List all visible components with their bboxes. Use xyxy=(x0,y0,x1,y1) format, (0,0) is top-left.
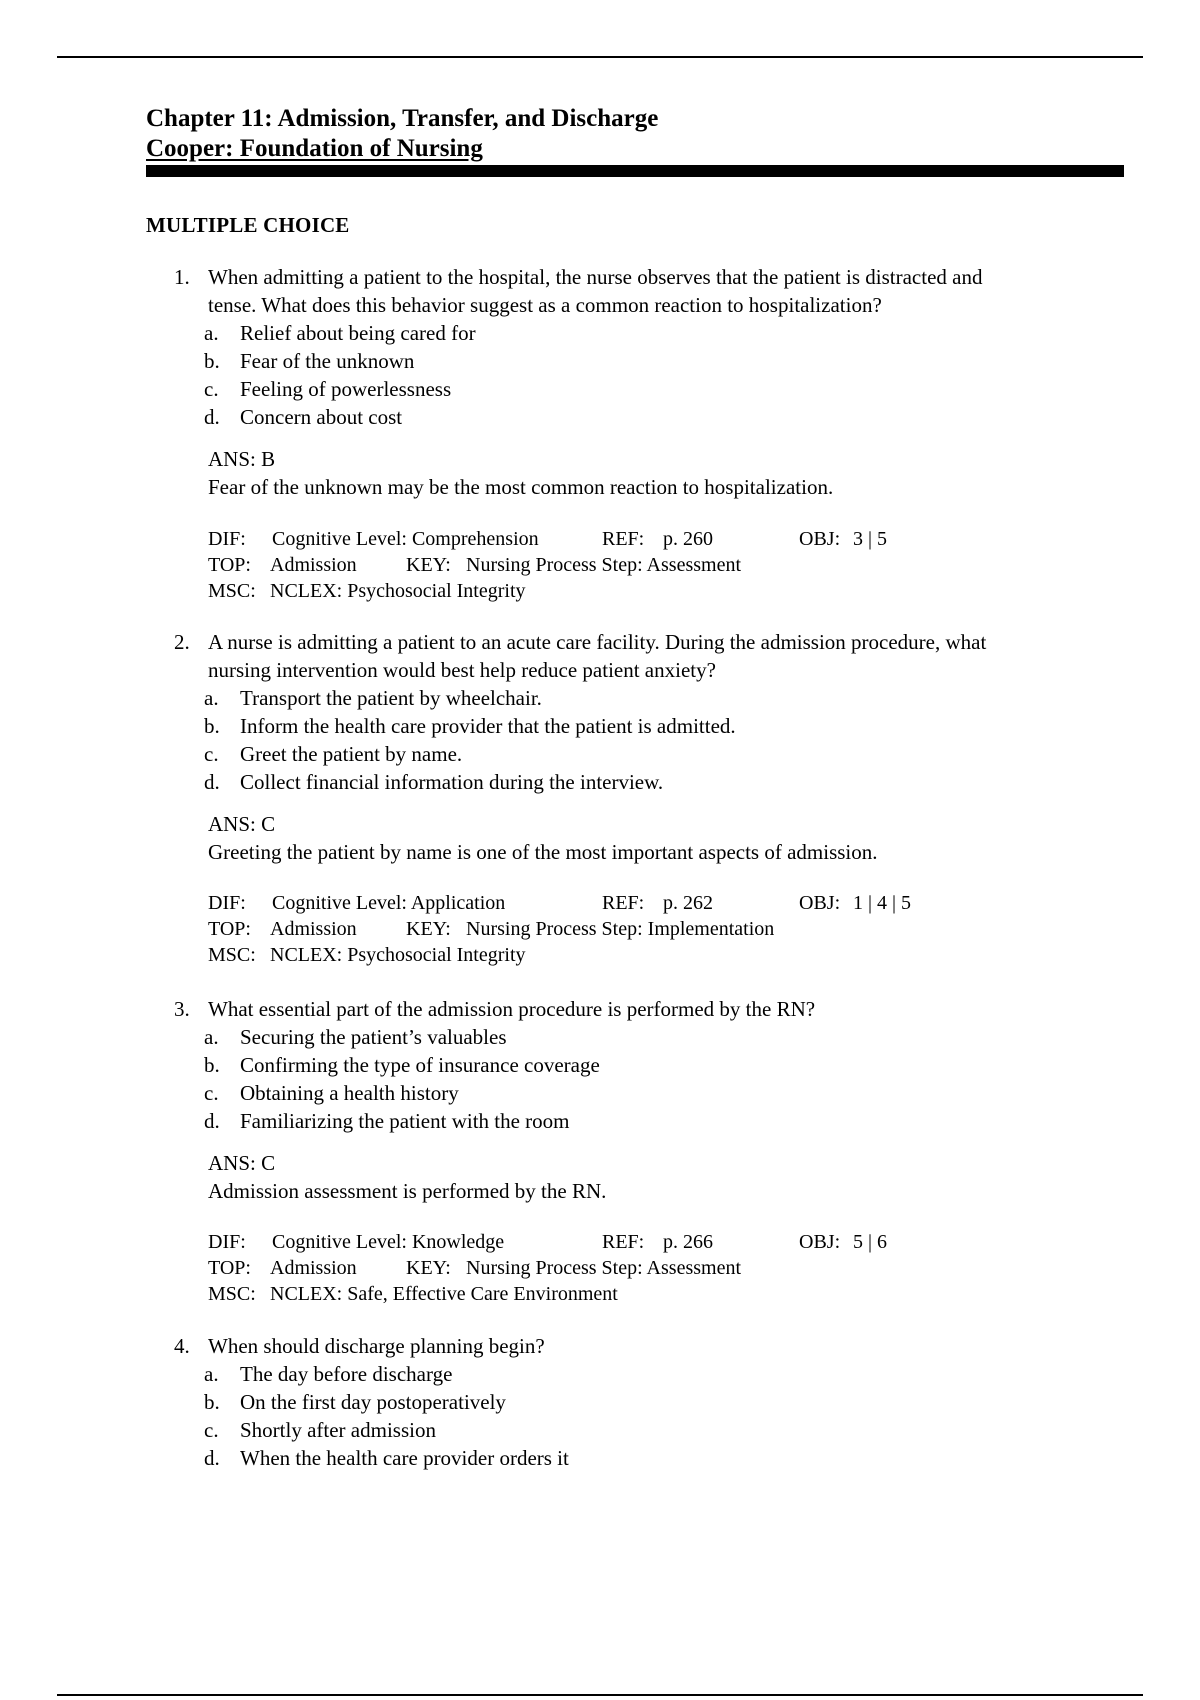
option-text: On the first day postoperatively xyxy=(240,1390,506,1414)
option-text: Obtaining a health history xyxy=(240,1081,459,1105)
obj-label: OBJ: xyxy=(799,1231,841,1253)
header-divider xyxy=(146,165,1124,177)
book-title: Cooper: Foundation of Nursing xyxy=(146,135,483,162)
obj-value: 3 | 5 xyxy=(853,528,888,550)
ref-label: REF: xyxy=(602,528,645,550)
question-stem-line-1: When admitting a patient to the hospital, the nurse observes that the patient is distracted and xyxy=(208,265,983,289)
answer: ANS: C xyxy=(208,812,276,836)
rationale: Fear of the unknown may be the most common reaction to hospitalization. xyxy=(208,475,834,499)
ref-label: REF: xyxy=(602,892,645,914)
rationale: Greeting the patient by name is one of the most important aspects of admission. xyxy=(208,840,878,864)
obj-label: OBJ: xyxy=(799,892,841,914)
chapter-header xyxy=(146,104,1124,164)
ref-label: REF: xyxy=(602,1231,645,1253)
answer: ANS: B xyxy=(208,447,276,471)
option-text: Feeling of powerlessness xyxy=(240,377,452,401)
question-number: 3. xyxy=(174,997,190,1021)
option-letter: c. xyxy=(204,377,219,401)
option-text: Securing the patient’s valuables xyxy=(240,1025,507,1049)
option-text: Greet the patient by name. xyxy=(240,742,463,766)
top-label: TOP: xyxy=(208,918,251,940)
top-value: Admission xyxy=(270,554,357,576)
section-title: MULTIPLE CHOICE xyxy=(146,213,350,237)
question-stem-line-1: What essential part of the admission procedure is performed by the RN? xyxy=(208,997,816,1021)
dif-value: Cognitive Level: Application xyxy=(272,892,506,914)
msc-value: NCLEX: Psychosocial Integrity xyxy=(270,580,526,602)
question-stem-line-2: tense. What does this behavior suggest as a common reaction to hospitalization? xyxy=(208,293,882,317)
option-letter: a. xyxy=(204,321,219,345)
msc-value: NCLEX: Safe, Effective Care Environment xyxy=(270,1283,618,1305)
key-label: KEY: xyxy=(406,554,451,576)
bottom-rule xyxy=(57,1694,1143,1696)
option-text: Confirming the type of insurance coverage xyxy=(240,1053,600,1077)
rationale: Admission assessment is performed by the RN. xyxy=(208,1179,607,1203)
top-value: Admission xyxy=(270,1257,357,1279)
option-text: Concern about cost xyxy=(240,405,403,429)
key-label: KEY: xyxy=(406,918,451,940)
option-letter: c. xyxy=(204,742,219,766)
option-text: Inform the health care provider that the patient is admitted. xyxy=(240,714,736,738)
obj-value: 5 | 6 xyxy=(853,1231,888,1253)
msc-label: MSC: xyxy=(208,580,256,602)
top-label: TOP: xyxy=(208,554,251,576)
option-text: When the health care provider orders it xyxy=(240,1446,569,1470)
key-value: Nursing Process Step: Assessment xyxy=(466,554,741,576)
option-letter: d. xyxy=(204,1109,220,1133)
key-value: Nursing Process Step: Implementation xyxy=(466,918,775,940)
option-text: Fear of the unknown xyxy=(240,349,415,373)
msc-label: MSC: xyxy=(208,1283,256,1305)
option-text: Transport the patient by wheelchair. xyxy=(240,686,542,710)
question-stem-line-1: A nurse is admitting a patient to an acute care facility. During the admission procedure, what xyxy=(208,630,987,654)
option-letter: c. xyxy=(204,1081,219,1105)
obj-value: 1 | 4 | 5 xyxy=(853,892,912,914)
ref-value: p. 262 xyxy=(663,892,713,914)
dif-value: Cognitive Level: Knowledge xyxy=(272,1231,505,1253)
top-label: TOP: xyxy=(208,1257,251,1279)
question-number: 4. xyxy=(174,1334,190,1358)
option-letter: c. xyxy=(204,1418,219,1442)
option-letter: d. xyxy=(204,405,220,429)
option-letter: b. xyxy=(204,1390,220,1414)
top-value: Admission xyxy=(270,918,357,940)
option-letter: d. xyxy=(204,1446,220,1470)
option-letter: b. xyxy=(204,349,220,373)
top-rule xyxy=(57,56,1143,58)
question-stem-line-1: When should discharge planning begin? xyxy=(208,1334,545,1358)
ref-value: p. 266 xyxy=(663,1231,713,1253)
chapter-title: Chapter 11: Admission, Transfer, and Discharge xyxy=(146,105,659,132)
option-text: Familiarizing the patient with the room xyxy=(240,1109,570,1133)
ref-value: p. 260 xyxy=(663,528,713,550)
dif-value: Cognitive Level: Comprehension xyxy=(272,528,539,550)
key-value: Nursing Process Step: Assessment xyxy=(466,1257,741,1279)
option-letter: a. xyxy=(204,1025,219,1049)
answer: ANS: C xyxy=(208,1151,276,1175)
option-letter: a. xyxy=(204,686,219,710)
key-label: KEY: xyxy=(406,1257,451,1279)
option-letter: b. xyxy=(204,1053,220,1077)
msc-value: NCLEX: Psychosocial Integrity xyxy=(270,944,526,966)
option-text: Shortly after admission xyxy=(240,1418,436,1442)
dif-label: DIF: xyxy=(208,528,246,550)
question-number: 2. xyxy=(174,630,190,654)
dif-label: DIF: xyxy=(208,892,246,914)
dif-label: DIF: xyxy=(208,1231,246,1253)
msc-label: MSC: xyxy=(208,944,256,966)
option-letter: b. xyxy=(204,714,220,738)
option-text: The day before discharge xyxy=(240,1362,453,1386)
option-letter: a. xyxy=(204,1362,219,1386)
option-letter: d. xyxy=(204,770,220,794)
obj-label: OBJ: xyxy=(799,528,841,550)
question-number: 1. xyxy=(174,265,190,289)
option-text: Collect financial information during the interview. xyxy=(240,770,664,794)
option-text: Relief about being cared for xyxy=(240,321,476,345)
question-stem-line-2: nursing intervention would best help reduce patient anxiety? xyxy=(208,658,716,682)
